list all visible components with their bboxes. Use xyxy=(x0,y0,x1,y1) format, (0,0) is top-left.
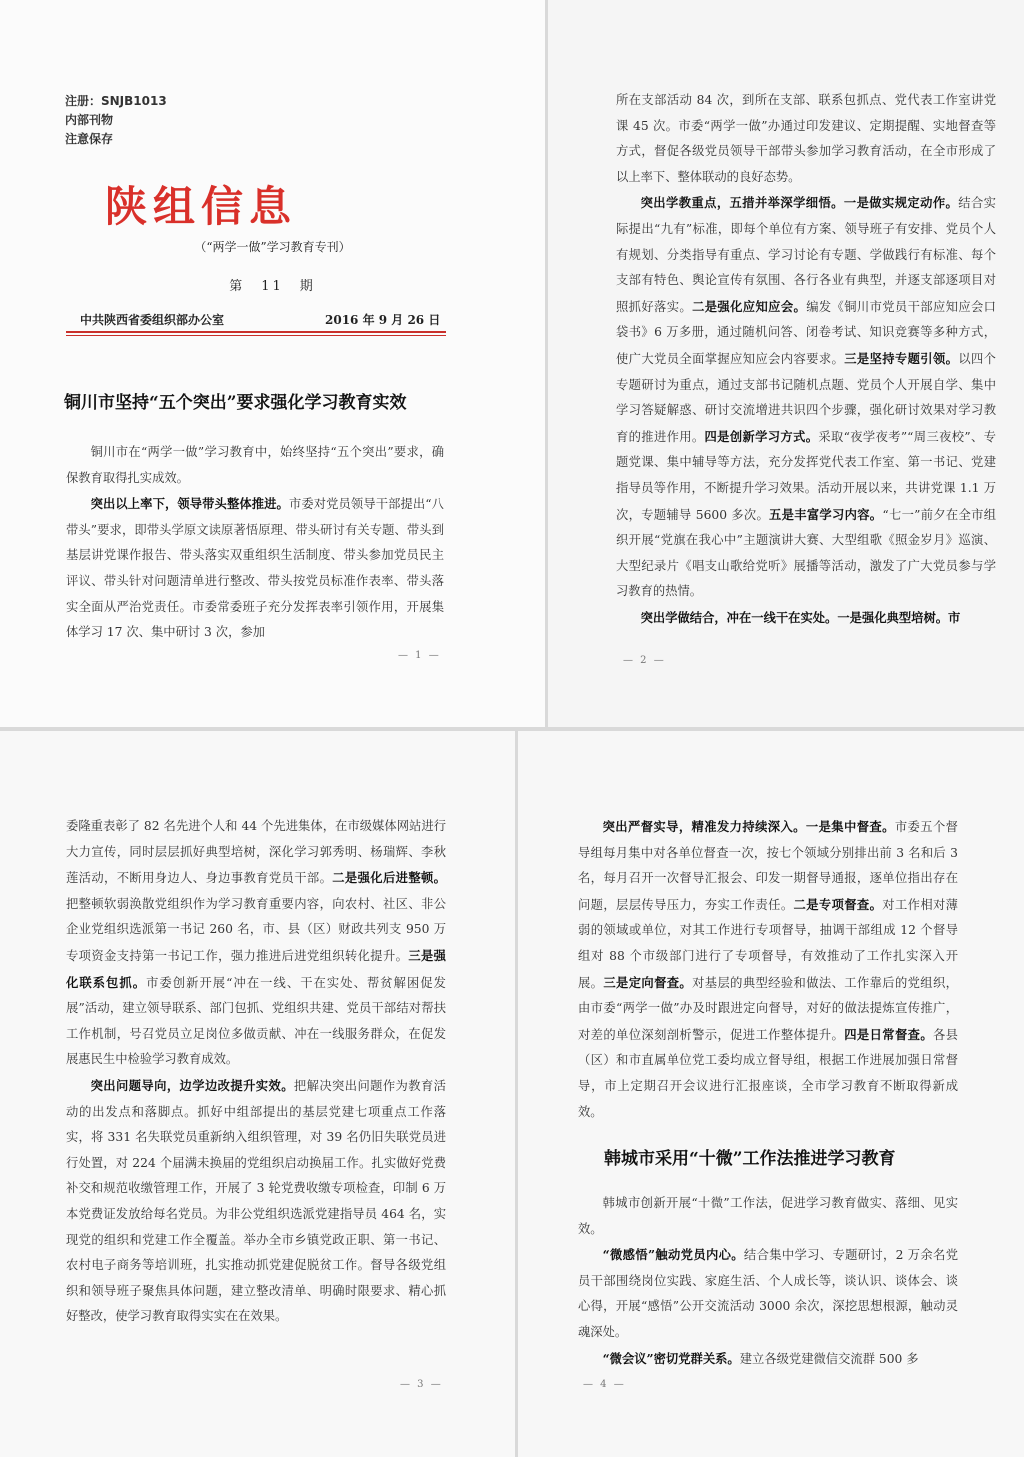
issuer: 中共陕西省委组织部办公室 xyxy=(80,313,225,327)
red-rule xyxy=(66,331,446,333)
section-2-point-1: 一是做实规定动作。 xyxy=(843,195,959,211)
method-1 xyxy=(578,1242,958,1345)
article-headline: 铜川市坚持“五个突出”要求强化学习教育实效 xyxy=(64,393,407,413)
page-4-body xyxy=(578,814,958,1125)
internal-label: 内部刊物 xyxy=(65,113,114,127)
method-2-title: “微会议”密切党群关系。 xyxy=(602,1350,740,1366)
section-5 xyxy=(578,814,958,1125)
article-2-headline: 韩城市采用“十微”工作法推进学习教育 xyxy=(604,1149,896,1169)
section-2-text-4: 采取“夜学夜考”“周三夜校”、专题党课、集中辅导等方法，充分发挥党代表工作室、第一书记、党建指导员等作用，不断提升学习效果。活动开展以来，共讲党课 1.1 万次，专题辅导 5600 多次。 xyxy=(616,429,996,522)
continued-text-2: 把整顿软弱涣散党组织作为学习教育重要内容，向农村、社区、非公企业党组织选派第一书记 260 名，市、县（区）财政共列支 950 万专项资金支持第一书记工作，强力推进后进党组织转化提升。 xyxy=(66,896,446,963)
page-number: — 3 — xyxy=(400,1379,443,1390)
section-2-text-5: “七一”前夕在全市组织开展“党旗在我心中”主题演讲大赛、大型组歌《照金岁月》巡演、大型纪录片《唱支山歌给党听》展播等活动，激发了广大党员参与学习教育的热情。 xyxy=(616,507,996,599)
point-2: 二是强化后进整顿。 xyxy=(332,870,446,886)
method-2 xyxy=(578,1346,958,1373)
page-3 xyxy=(0,731,515,1457)
section-5-title: 突出严督实导，精准发力持续深入。 xyxy=(602,819,806,834)
page-2-body xyxy=(616,88,996,631)
section-2-text-1: 结合实际提出“九有”标准，即每个单位有方案、领导班子有安排、党员个人有规划、分类指导有重点、学习讨论有专题、学做践行有标准、每个支部有特色、舆论宣传有氛围、各行各业有典型，并逐支部逐项目对照抓好落实。 xyxy=(616,196,996,314)
section-5-text-1: 市委五个督导组每月集中对各单位督查一次，按七个领域分别排出前 3 名和后 3 名，每月召开一次督导汇报会、印发一期督导通报，逐单位指出存在问题，层层传导压力，夯实工作责任。 xyxy=(578,820,958,912)
page-3-body xyxy=(66,814,446,1330)
masthead-title: 陕组信息 xyxy=(105,182,298,231)
method-2-text: 建立各级党建微信交流群 500 多 xyxy=(739,1351,919,1366)
registration-block xyxy=(65,92,167,149)
section-3-title: 突出学做结合，冲在一线干在实处。 xyxy=(640,609,838,625)
continued-text-1: 委隆重表彰了 82 名先进个人和 44 个先进集体，在市级媒体网站进行大力宣传，同时层层抓好典型培树，深化学习郭秀明、杨瑞辉、李秋莲活动，不断用身边人、身边事教育党员干部。 xyxy=(66,819,446,886)
section-4-text: 把解决突出问题作为教育活动的出发点和落脚点。抓好中组部提出的基层党建七项重点工作落实，将 331 名失联党员重新纳入组织管理，对 39 名仍旧失联党员进行处置，对 224 个届满未换届的党组织启动换届工作。扎实做好党费补交和规范收缴管理工作，开展了 3 轮党费收缴专项检查，印制 6 万本党费证发放给每名党员。为非公党组织选派党建指导员 464 名，实现党的组织和党建工作全覆盖。举办全市乡镇党政正职、第一书记、农村电子商务等培训班，扎实推动抓党建促脱贫工作。督导各级党组织和领导班子聚焦具体问题，建立整改清单、明确时限要求、精心抓好整改，使学习教育取得实实在在效果。 xyxy=(66,1078,446,1324)
section-2-text-2: 编发《铜川市党员干部应知应会口袋书》6 万多册，通过随机问答、闭卷考试、知识竞赛等多种方式，使广大党员全面掌握应知应会内容要求。 xyxy=(616,299,996,366)
section-2-title: 突出学教重点，五措并举深学细悟。 xyxy=(640,195,844,211)
section-1 xyxy=(66,491,444,646)
section-2-point-3: 三是坚持专题引领。 xyxy=(844,350,959,366)
section-4 xyxy=(66,1073,446,1330)
section-3-text: 一是强化典型培树。市 xyxy=(837,609,961,625)
red-rule-thin xyxy=(66,335,446,336)
section-5-text-2: 对工作相对薄弱的领域或单位，对其工作进行专项督导，抽调干部组成 12 个督导组对 88 个市级部门进行了专项督导，有效推动了工作扎实深入开展。 xyxy=(578,897,958,990)
point-3: 三是强化联系包抓。 xyxy=(66,947,446,990)
article-2-body xyxy=(578,1191,958,1372)
section-5-text-4: 各县（区）和市直属单位党工委均成立督导组，根据工作进展加强日常督导，市上定期召开会议进行汇报座谈，全市学习教育不断取得新成效。 xyxy=(578,1027,958,1119)
section-2-point-2: 二是强化应知应会。 xyxy=(692,298,807,314)
section-1-title: 突出以上率下，领导带头整体推进。 xyxy=(90,496,289,512)
section-2 xyxy=(616,190,996,605)
section-2-text-3: 以四个专题研讨为重点，通过支部书记随机点题、党员个人开展自学、集中学习答疑解惑、研讨交流增进共识四个步骤，强化研讨效果对学习教育的推进作用。 xyxy=(616,351,996,444)
page-2 xyxy=(548,0,1024,727)
page-number: — 2 — xyxy=(623,655,666,666)
page-number: — 1 — xyxy=(398,650,441,661)
special-edition: （“两学一做”学习教育专刊） xyxy=(194,240,351,254)
section-4-title: 突出问题导向，边学边改提升实效。 xyxy=(90,1077,294,1093)
section-2-point-4: 四是创新学习方式。 xyxy=(704,428,819,444)
section-5-point-4: 四是日常督查。 xyxy=(844,1026,933,1042)
registration-number: 注册：SNJB1013 xyxy=(65,94,167,108)
section-5-point-3: 三是定向督查。 xyxy=(603,974,693,990)
section-3 xyxy=(616,605,996,632)
section-2-point-5: 五是丰富学习内容。 xyxy=(769,506,883,522)
issue-date: 2016 年 9 月 26 日 xyxy=(325,313,441,327)
section-5-point-2: 二是专项督查。 xyxy=(793,896,883,912)
issue-number: 第 11 期 xyxy=(229,279,316,294)
section-1-text: 市委对党员领导干部提出“八带头”要求，即带头学原文读原著悟原理、带头研讨有关专题、带头到基层讲党课作报告、带头落实双重组织生活制度、带头参加党员民主评议、带头针对问题清单进行整改、带头按党员标准作表率、带头落实全面从严治党责任。市委常委班子充分发挥表率引领作用，开展集体学习 17 次、集中研讨 3 次，参加 xyxy=(66,497,444,640)
section-5-text-3: 对基层的典型经验和做法、工作靠后的党组织，由市委“两学一做”办及时跟进定向督导，对好的做法提炼宣传推广，对差的单位深刻剖析警示，促进工作整体提升。 xyxy=(578,975,958,1042)
page-number: — 4 — xyxy=(583,1379,626,1390)
method-1-title: “微感悟”触动党员内心。 xyxy=(602,1247,744,1263)
article-body xyxy=(66,440,444,646)
page-1 xyxy=(0,0,545,727)
keep-label: 注意保存 xyxy=(65,132,114,146)
method-1-text: 结合集中学习、专题研讨，2 万余名党员干部围绕岗位实践、家庭生活、个人成长等，谈认识、谈体会、谈心得，开展“感悟”公开交流活动 3000 余次，深挖思想根源，触动灵魂深处。 xyxy=(578,1248,959,1339)
continued-paragraph xyxy=(66,814,446,1073)
continued-text-3: 市委创新开展“冲在一线、干在实处、帮贫解困促发展”活动，建立领导联系、部门包抓、党组织共建、党员干部结对帮扶工作机制，号召党员立足岗位多做贡献、冲在一线服务群众，在促发展惠民生中检验学习教育成效。 xyxy=(66,975,446,1067)
continued-paragraph: 所在支部活动 84 次，到所在支部、联系包抓点、党代表工作室讲党课 45 次。市委“两学一做”办通过印发建议、定期提醒、实地督查等方式，督促各级党员领导干部带头参加学习教育活动，在全市形成了以上率下、整体联动的良好态势。 xyxy=(616,93,996,184)
page-4 xyxy=(518,731,1024,1457)
section-5-point-1: 一是集中督查。 xyxy=(805,819,895,834)
article-2-intro: 韩城市创新开展“十微”工作法，促进学习教育做实、落细、见实效。 xyxy=(578,1196,958,1236)
intro-paragraph: 铜川市在“两学一做”学习教育中，始终坚持“五个突出”要求，确保教育取得扎实成效。 xyxy=(66,445,444,485)
